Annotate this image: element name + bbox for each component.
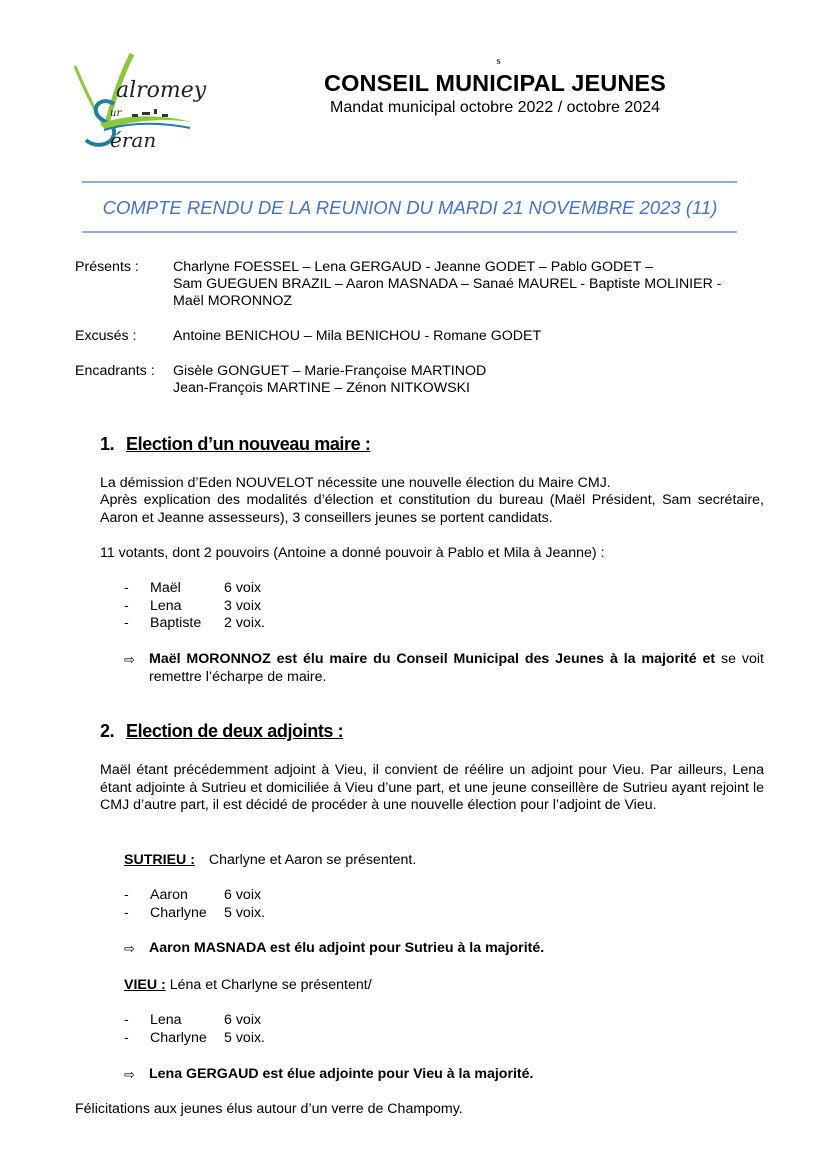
present-line: Charlyne FOESSEL – Lena GERGAUD - Jeanne GODET – Pablo GODET – xyxy=(173,259,653,275)
sutrieu-result xyxy=(124,940,764,958)
present-line: Sam GUEGUEN BRAZIL – Aaron MASNADA – Sanaé MAUREL - Baptiste MOLINIER - xyxy=(173,276,722,292)
vote-item: - Charlyne 5 voix. xyxy=(124,904,266,921)
section-1-para-1: La démission d’Eden NOUVELOT nécessite une nouvelle élection du Maire CMJ. xyxy=(100,475,611,491)
sutrieu-vote-list xyxy=(122,887,762,922)
present-line: Maël MORONNOZ xyxy=(173,293,293,309)
excused-line: Antoine BENICHOU – Mila BENICHOU - Romane GODET xyxy=(173,328,542,344)
arrow-right-icon: ⇨ xyxy=(124,652,135,667)
arrow-right-icon: ⇨ xyxy=(124,941,135,956)
vote-count: 6 voix xyxy=(224,887,262,903)
section-1-para-3: 11 votants, dont 2 pouvoirs (Antoine a donné pouvoir à Pablo et Mila à Jeanne) : xyxy=(100,545,605,561)
candidate-name: Lena xyxy=(150,597,182,614)
candidate-name: Lena xyxy=(150,1012,182,1028)
candidate-name: Maël xyxy=(150,580,181,596)
supervisors-label: Encadrants : xyxy=(75,363,155,379)
section-1-para-2: Après explication des modalités d’élection et constitution du bureau (Maël Président, Sam secrétaire, Aaron et Jeanne assesseurs), 3 conseillers jeunes se portent candidats. xyxy=(100,492,764,526)
candidate-name: Aaron xyxy=(150,887,188,903)
section-1-heading xyxy=(100,434,370,455)
section-2-para-1: Maël étant précédemment adjoint à Vieu, il convient de réélire un adjoint pour Vieu. Par ailleurs, Lena étant adjointe à Sutrieu et domiciliée à Vieu d’une part, et une jeune conseillère de Sutrieu ayant rejoint le CMJ d’autre part, il est décidé de procéder à une nouvelle élection pour l’adjoint de Vieu. xyxy=(100,762,764,813)
excused-list xyxy=(173,328,775,345)
mayor-vote-list xyxy=(122,580,762,633)
sutrieu-result-text: Aaron MASNADA est élu adjoint pour Sutrieu à la majorité. xyxy=(149,940,545,956)
present-label: Présents : xyxy=(75,259,139,275)
vote-count: 5 voix. xyxy=(224,904,266,921)
present-row xyxy=(75,259,775,310)
vote-count: 6 voix xyxy=(224,580,262,596)
vote-item: - Maël 6 voix xyxy=(124,580,262,596)
vieu-label: VIEU : xyxy=(124,977,166,993)
supervisors-line: Gisèle GONGUET – Marie-Françoise MARTINOD xyxy=(173,363,487,379)
section-2-title: Election de deux adjoints : xyxy=(126,721,344,741)
bottom-divider xyxy=(82,231,737,233)
excused-label: Excusés : xyxy=(75,328,137,344)
closing-text: Félicitations aux jeunes élus autour d’un verre de Champomy. xyxy=(75,1101,463,1117)
supervisors-row xyxy=(75,363,775,397)
vote-item: - Lena 6 voix xyxy=(124,1012,262,1028)
vieu-result-text: Lena GERGAUD est élue adjointe pour Vieu à la majorité. xyxy=(149,1066,534,1082)
vieu-candidates: Léna et Charlyne se présentent/ xyxy=(169,977,372,993)
mayor-result-bold: Maël MORONNOZ est élu maire du Conseil Municipal des Jeunes à la majorité et xyxy=(149,651,716,667)
mayor-result xyxy=(124,651,764,686)
arrow-right-icon: ⇨ xyxy=(124,1067,135,1082)
excused-row xyxy=(75,328,775,345)
vote-item: - Baptiste 2 voix. xyxy=(124,615,266,631)
vote-count: 5 voix. xyxy=(224,1029,266,1046)
top-divider xyxy=(82,181,737,183)
section-1-number: 1. xyxy=(100,434,115,454)
supervisors-line: Jean-François MARTINE – Zénon NITKOWSKI xyxy=(173,380,470,396)
section-1-title: Election d’un nouveau maire : xyxy=(126,434,371,454)
document-title: CONSEIL MUNICIPAL JEUNES xyxy=(324,70,666,96)
section-2-heading xyxy=(100,721,343,742)
vieu-result xyxy=(124,1066,764,1084)
stray-mark: s xyxy=(496,55,501,67)
candidate-name: Charlyne xyxy=(150,904,207,921)
mayor-result-rest: se voit remettre l’écharpe de maire. xyxy=(149,651,764,685)
vote-count: 6 voix xyxy=(224,1012,262,1028)
logo-text-seran: éran xyxy=(110,128,157,152)
vote-count: 3 voix xyxy=(224,597,262,614)
vieu-vote-list xyxy=(122,1012,762,1047)
sutrieu-label: SUTRIEU : xyxy=(124,852,195,868)
supervisors-list xyxy=(173,363,775,397)
section-2-number: 2. xyxy=(100,721,115,741)
vote-item: - Charlyne 5 voix. xyxy=(124,1029,266,1046)
vote-count: 2 voix. xyxy=(224,615,266,631)
logo-text-sur: ur xyxy=(110,108,122,119)
vote-item: - Lena 3 voix xyxy=(124,597,262,614)
logo-text-valromey: alromey xyxy=(116,78,207,103)
candidate-name: Charlyne xyxy=(150,1029,207,1046)
sutrieu-candidates: Charlyne et Aaron se présentent. xyxy=(208,852,417,868)
document-subtitle: Mandat municipal octobre 2022 / octobre 2024 xyxy=(330,99,660,116)
candidate-name: Baptiste xyxy=(150,615,202,631)
report-title: COMPTE RENDU DE LA REUNION DU MARDI 21 NOVEMBRE 2023 (11) xyxy=(102,197,718,218)
vote-item: - Aaron 6 voix xyxy=(124,887,262,903)
vieu-heading xyxy=(124,977,372,993)
sutrieu-heading xyxy=(124,852,416,868)
present-list xyxy=(173,259,775,310)
